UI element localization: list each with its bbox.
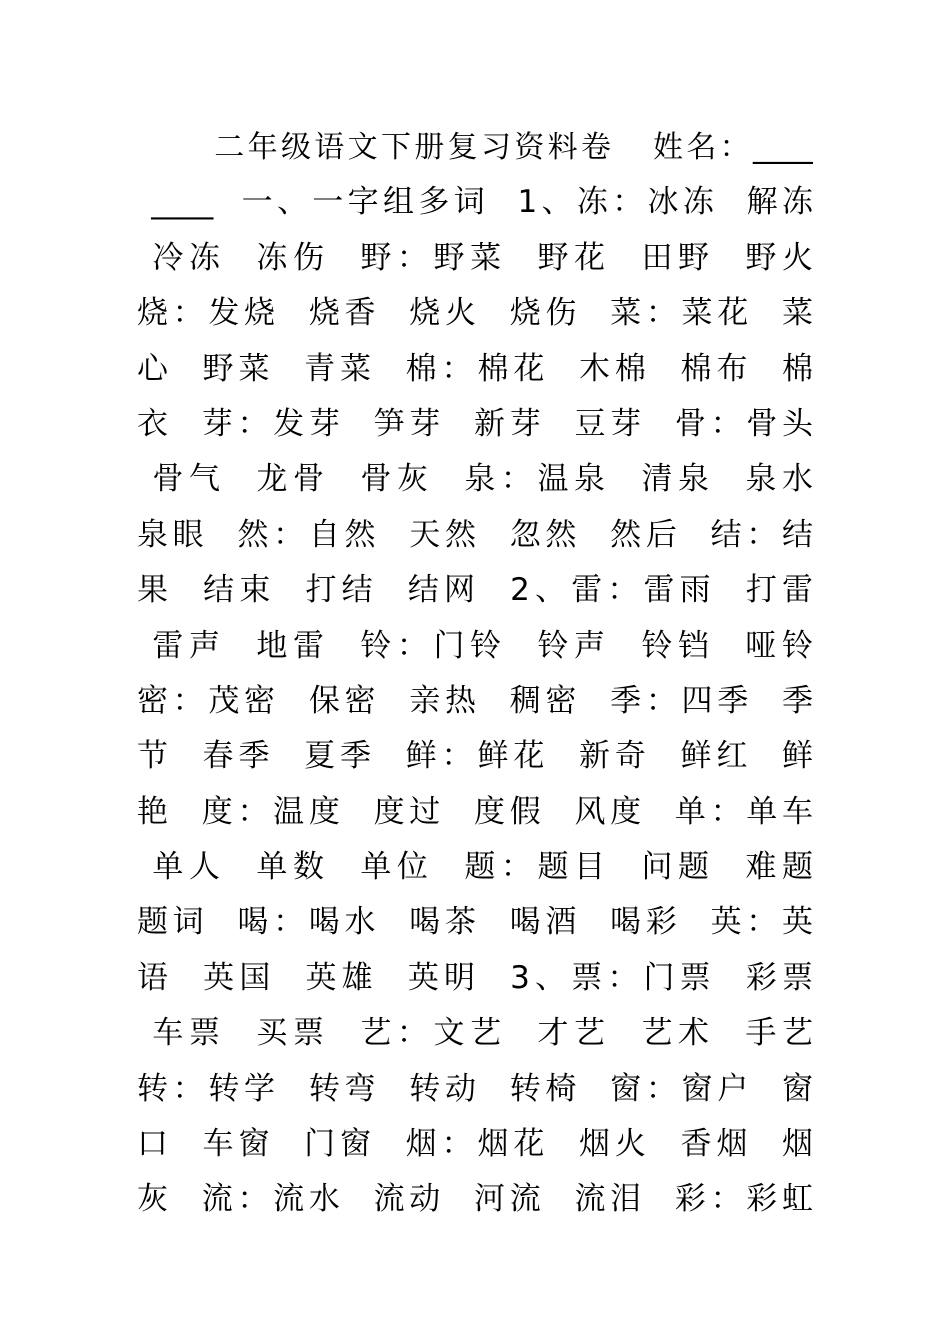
text-line: 单人 单数 单位 题：题目 问题 难题: [137, 849, 813, 886]
text-line: ____ 一、一字组多词 1、冻：冰冻 解冻: [137, 184, 813, 221]
text-line: 衣 芽：发芽 笋芽 新芽 豆芽 骨：骨头: [137, 405, 813, 442]
text-line: 骨气 龙骨 骨灰 泉：温泉 清泉 泉水: [137, 461, 813, 498]
text-line: 冷冻 冻伤 野：野菜 野花 田野 野火: [137, 239, 813, 276]
document-title-line: 二年级语文下册复习资料卷 姓名：____: [137, 130, 813, 165]
text-line: 烧：发烧 烧香 烧火 烧伤 菜：菜花 菜: [137, 295, 813, 332]
text-line: 灰 流：流水 流动 河流 流泪 彩：彩虹: [137, 1181, 813, 1218]
text-line: 雷声 地雷 铃：门铃 铃声 铃铛 哑铃: [137, 627, 813, 664]
text-line: 车票 买票 艺：文艺 才艺 艺术 手艺: [137, 1015, 813, 1052]
text-line: 语 英国 英雄 英明 3、票：门票 彩票: [137, 959, 813, 996]
text-line: 泉眼 然：自然 天然 忽然 然后 结：结: [137, 516, 813, 553]
text-line: 转：转学 转弯 转动 转椅 窗：窗户 窗: [137, 1070, 813, 1107]
text-line: 口 车窗 门窗 烟：烟花 烟火 香烟 烟: [137, 1126, 813, 1163]
text-line: 心 野菜 青菜 棉：棉花 木棉 棉布 棉: [137, 350, 813, 387]
text-line: 密：茂密 保密 亲热 稠密 季：四季 季: [137, 682, 813, 719]
text-line: 艳 度：温度 度过 度假 风度 单：单车: [137, 793, 813, 830]
document-body: [137, 120, 813, 1228]
text-line: 节 春季 夏季 鲜：鲜花 新奇 鲜红 鲜: [137, 738, 813, 775]
text-line: 果 结束 打结 结网 2、雷：雷雨 打雷: [137, 572, 813, 609]
text-line: 题词 喝：喝水 喝茶 喝酒 喝彩 英：英: [137, 904, 813, 941]
